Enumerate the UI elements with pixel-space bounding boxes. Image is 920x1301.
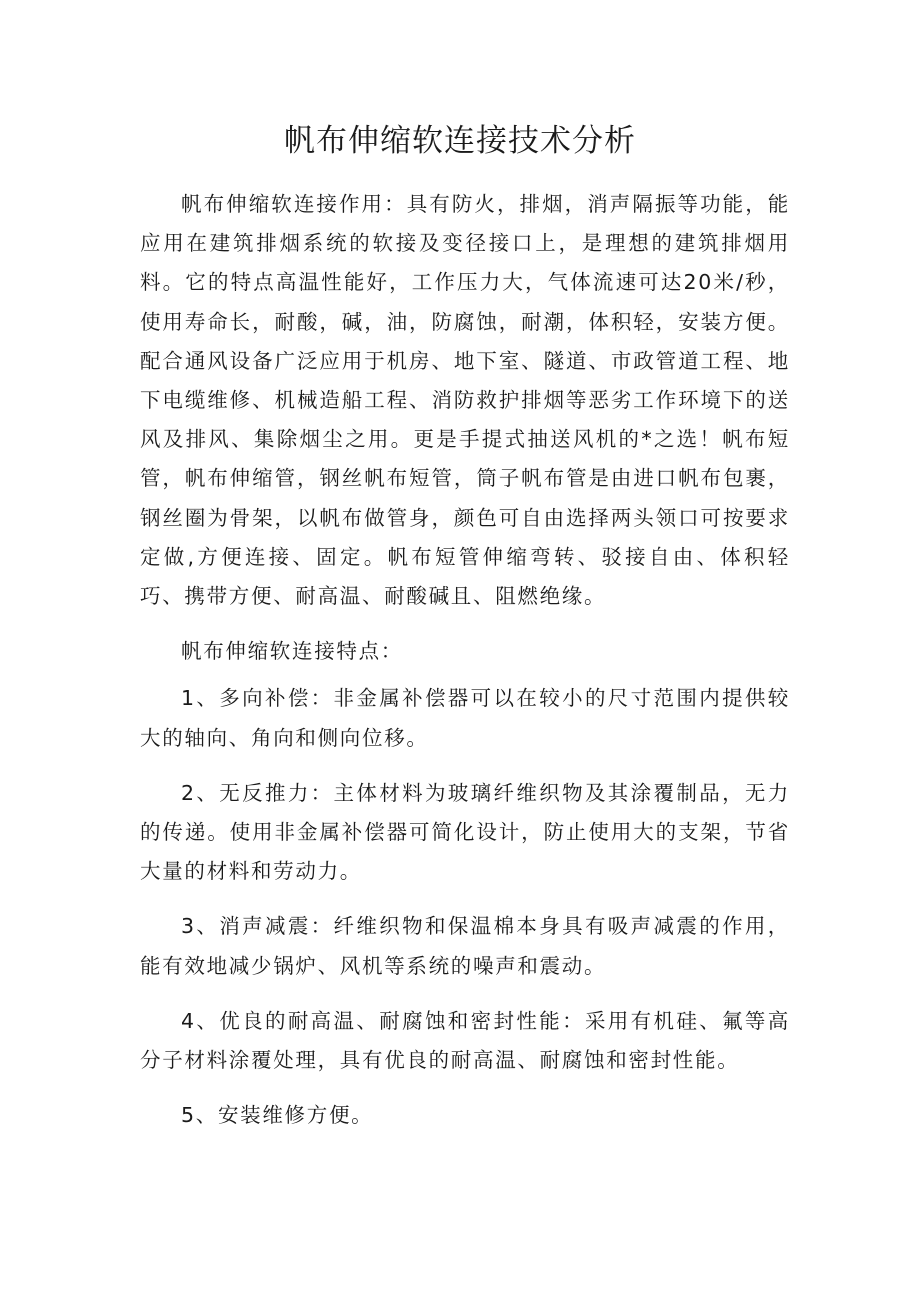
feature-item-1: 1、多向补偿：非金属补偿器可以在较小的尺寸范围内提供较大的轴向、角向和侧向位移。	[140, 686, 790, 750]
document-body	[140, 185, 790, 1151]
feature-item-4: 4、优良的耐高温、耐腐蚀和密封性能：采用有机硅、氟等高分子材料涂覆处理，具有优良的耐高温、耐腐蚀和密封性能。	[140, 1008, 790, 1073]
features-heading: 帆布伸缩软连接特点：	[181, 639, 403, 664]
feature-item-3: 3、消声减震：纤维织物和保温棉本身具有吸声减震的作用，能有效地减少锅炉、风机等系统的噪声和震动。	[140, 914, 790, 978]
feature-item-2: 2、无反推力：主体材料为玻璃纤维织物及其涂覆制品，无力的传递。使用非金属补偿器可简化设计，防止使用大的支架，节省大量的材料和劳动力。	[140, 780, 790, 884]
intro-paragraph: 帆布伸缩软连接作用：具有防火，排烟，消声隔振等功能，能应用在建筑排烟系统的软接及变径接口上，是理想的建筑排烟用料。它的特点高温性能好，工作压力大，气体流速可达20米/秒，使用寿命长，耐酸，碱，油，防腐蚀，耐潮，体积轻，安装方便。配合通风设备广泛应用于机房、地下室、隧道、市政管道工程、地下电缆维修、机械造船工程、消防救护排烟等恶劣工作环境下的送风及排风、集除烟尘之用。更是手提式抽送风机的*之选！帆布短管，帆布伸缩管，钢丝帆布短管，筒子帆布管是由进口帆布包裹，钢丝圈为骨架，以帆布做管身，颜色可自由选择两头领口可按要求定做,方便连接、固定。帆布短管伸缩弯转、驳接自由、体积轻巧、携带方便、耐高温、耐酸碱且、阻燃绝缘。	[140, 192, 790, 609]
document-title: 帆布伸缩软连接技术分析	[284, 123, 636, 159]
feature-item-5: 5、安装维修方便。	[181, 1103, 374, 1128]
